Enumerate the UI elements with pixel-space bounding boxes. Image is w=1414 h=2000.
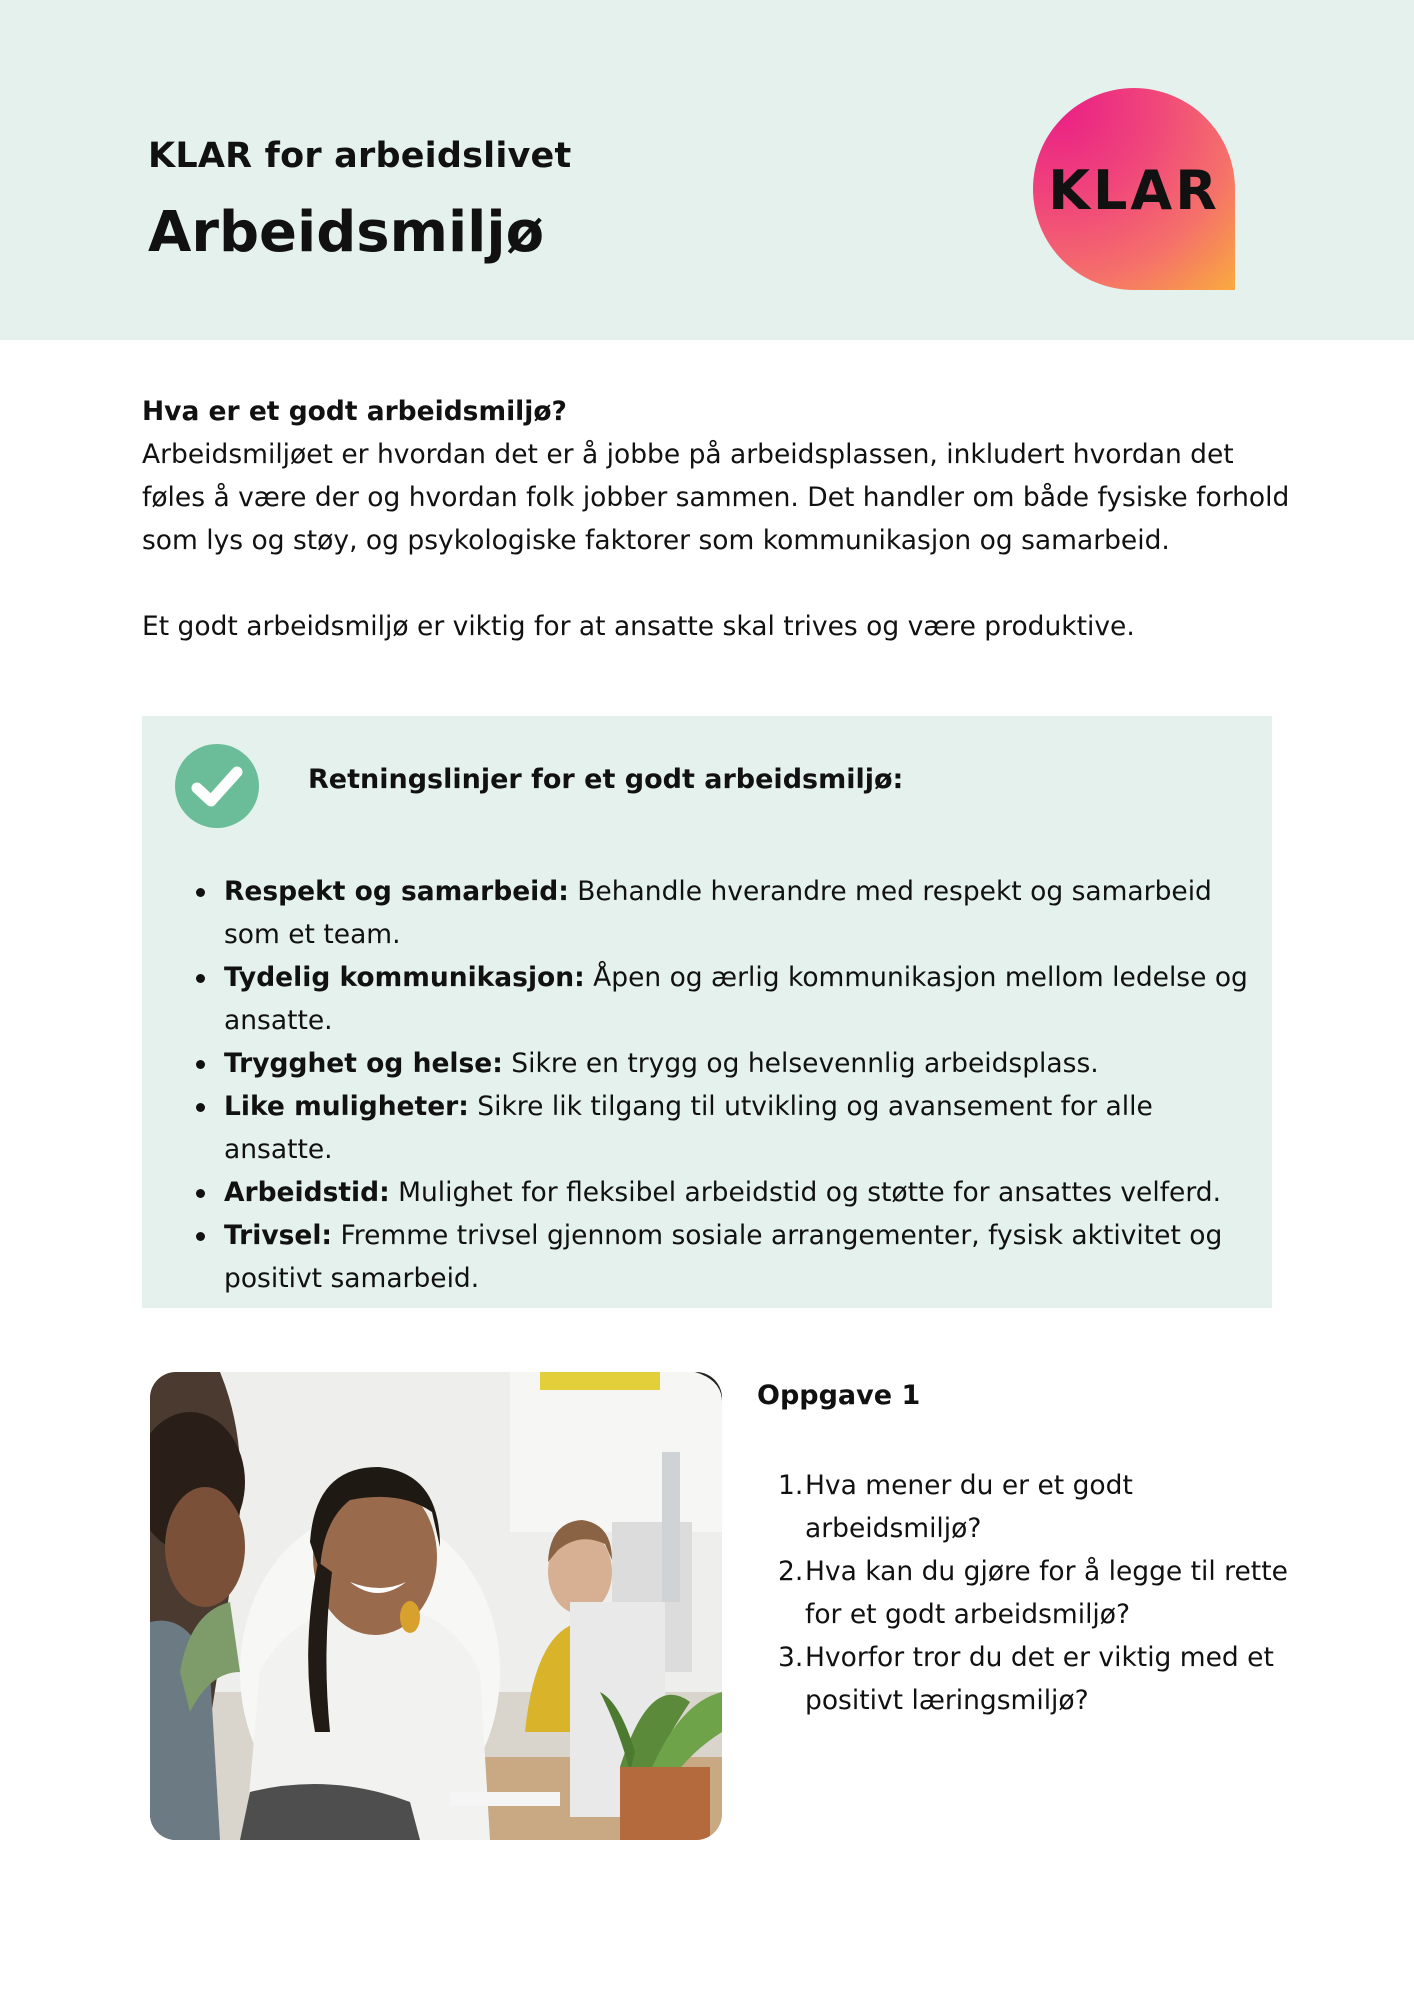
task-number: 1.: [778, 1470, 804, 1501]
guideline-term: Like muligheter:: [224, 1091, 469, 1122]
klar-logo: [1033, 88, 1235, 290]
task-text: Hva kan du gjøre for å legge til rette for et godt arbeidsmiljø?: [805, 1556, 1288, 1630]
guideline-text: Fremme trivsel gjennom sosiale arrangementer, fysisk aktivitet og positivt samarbeid.: [224, 1220, 1223, 1294]
guideline-term: Trygghet og helse:: [224, 1048, 503, 1079]
guideline-text: Sikre lik tilgang til utvikling og avansement for alle ansatte.: [224, 1091, 1153, 1165]
guideline-term: Respekt og samarbeid:: [224, 876, 569, 907]
list-item: [778, 1550, 1298, 1636]
header-band: [0, 0, 1414, 340]
task-text: Hvorfor tror du det er viktig med et positivt læringsmiljø?: [805, 1642, 1274, 1716]
page-title: Arbeidsmiljø: [148, 200, 545, 265]
list-item: [196, 1214, 1256, 1300]
guideline-term: Arbeidstid:: [224, 1177, 390, 1208]
list-item: [196, 956, 1256, 1042]
task-title: Oppgave 1: [757, 1380, 921, 1411]
list-item: [196, 1171, 1256, 1214]
guideline-text: Behandle hverandre med respekt og samarbeid som et team.: [224, 876, 1212, 950]
list-item: [778, 1636, 1298, 1722]
intro-paragraph-1: Arbeidsmiljøet er hvordan det er å jobbe på arbeidsplassen, inkludert hvordan det føles å være der og hvordan folk jobber sammen. Det handler om både fysiske forhold som lys og støy, og psykologiske faktorer som kommunikasjon og samarbeid.: [142, 439, 1290, 556]
task-list: [778, 1464, 1298, 1722]
guideline-term: Tydelig kommunikasjon:: [224, 962, 585, 993]
task-number: 2.: [778, 1556, 804, 1587]
intro-question: Hva er et godt arbeidsmiljø?: [142, 396, 567, 427]
list-item: [196, 870, 1256, 956]
list-item: [778, 1464, 1298, 1550]
office-photo: [150, 1372, 722, 1840]
list-item: [196, 1042, 1256, 1085]
task-text: Hva mener du er et godt arbeidsmiljø?: [805, 1470, 1133, 1544]
guidelines-box: [142, 716, 1272, 1308]
guideline-text: Åpen og ærlig kommunikasjon mellom ledelse og ansatte.: [224, 962, 1248, 1036]
checkmark-icon: [175, 744, 259, 828]
intro-paragraph-2: Et godt arbeidsmiljø er viktig for at ansatte skal trives og være produktive.: [142, 611, 1135, 642]
list-item: [196, 1085, 1256, 1171]
guidelines-title: Retningslinjer for et godt arbeidsmiljø:: [308, 764, 904, 795]
guideline-term: Trivsel:: [224, 1220, 333, 1251]
guidelines-list: [196, 870, 1256, 1300]
intro-section: [142, 390, 1292, 648]
guideline-text: Mulighet for fleksibel arbeidstid og støtte for ansattes velferd.: [389, 1177, 1222, 1208]
page-subtitle: KLAR for arbeidslivet: [148, 136, 572, 176]
guideline-text: Sikre en trygg og helsevennlig arbeidsplass.: [502, 1048, 1099, 1079]
logo-text: KLAR: [1048, 158, 1220, 222]
task-number: 3.: [778, 1642, 804, 1673]
